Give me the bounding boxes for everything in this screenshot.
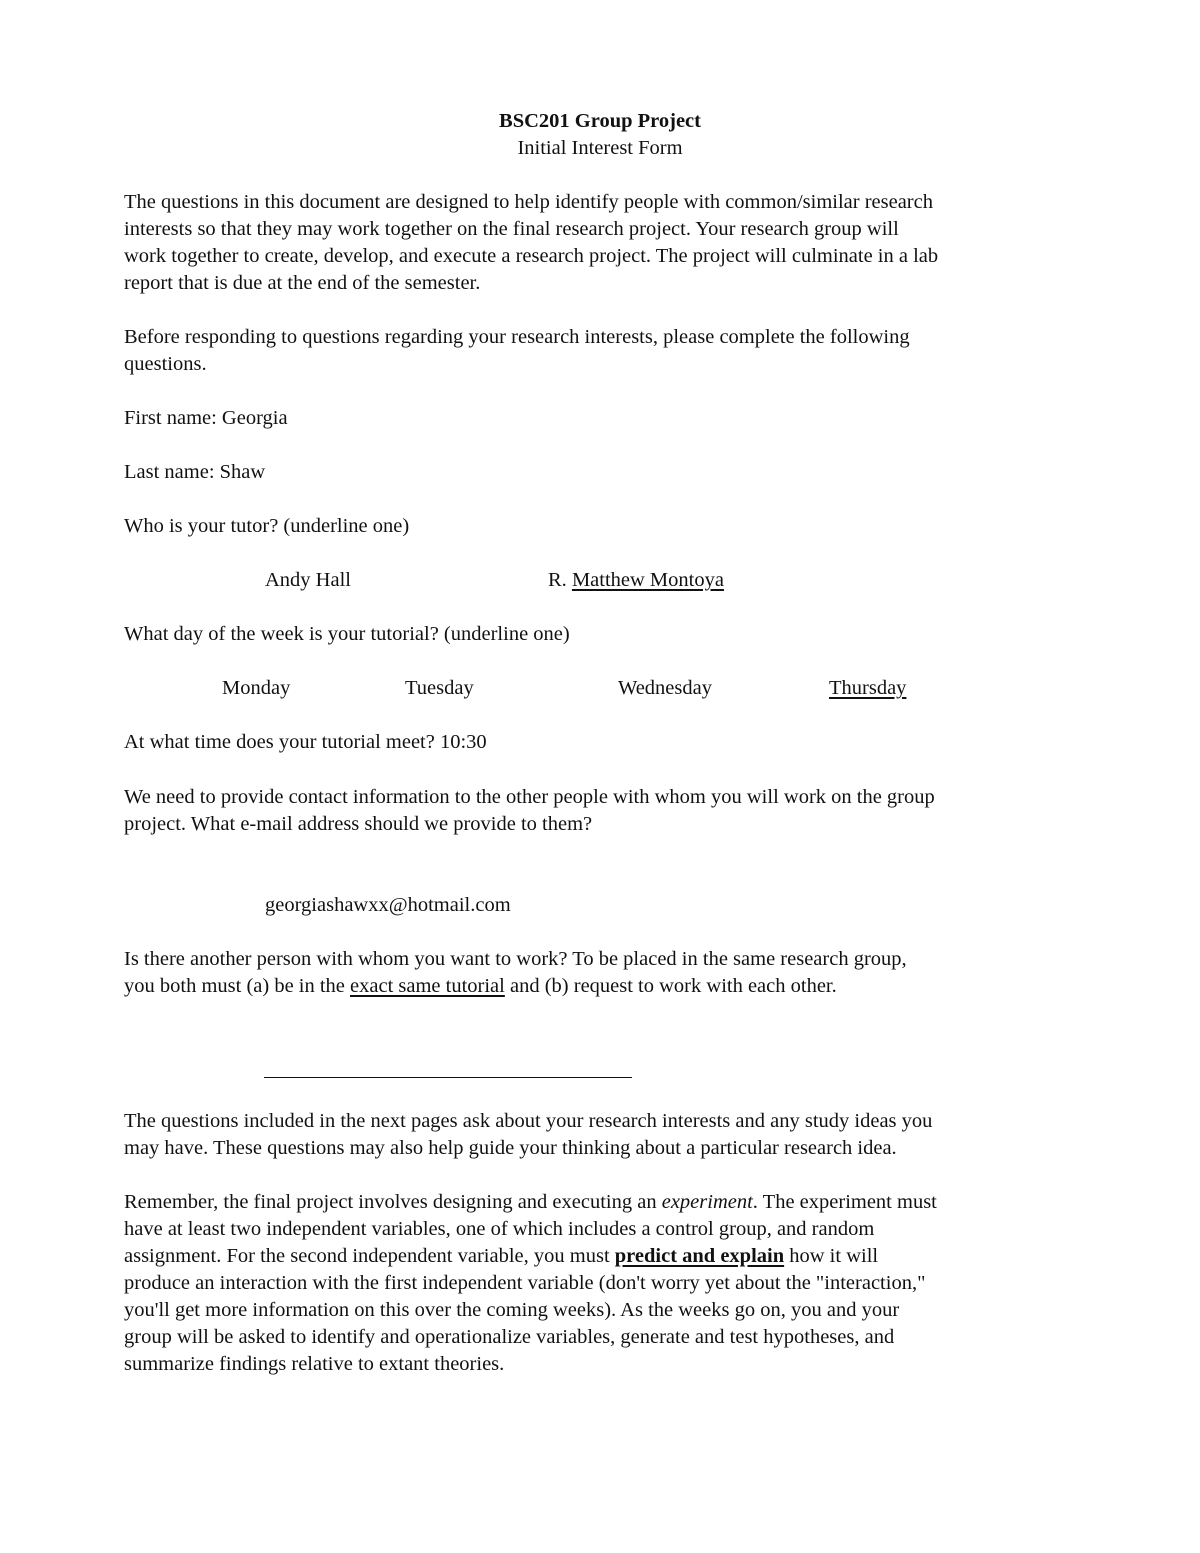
- day-option-tuesday: Tuesday: [405, 677, 474, 699]
- partner-name-blank-line: [264, 1077, 632, 1078]
- remember-line: have at least two independent variables, one of which includes a control group, and random: [124, 1218, 875, 1240]
- intro-line: The questions in this document are designed to help identify people with common/similar research: [124, 191, 933, 213]
- remember-text: assignment. For the second independent variable, you must: [124, 1245, 615, 1267]
- exact-same-tutorial-text: exact same tutorial: [350, 975, 505, 997]
- contact-line: We need to provide contact information to the other people with whom you will work on the group: [124, 786, 935, 808]
- day-option-monday: Monday: [222, 677, 291, 699]
- next-pages-line: The questions included in the next pages ask about your research interests and any study ideas you: [124, 1110, 933, 1132]
- last-name-field: Last name: Shaw: [124, 461, 266, 483]
- partner-line: [124, 973, 837, 1000]
- contact-line: project. What e-mail address should we provide to them?: [124, 813, 593, 835]
- experiment-italic-text: experiment: [661, 1191, 753, 1213]
- email-address: georgiashawxx@hotmail.com: [265, 894, 511, 916]
- document-subtitle: Initial Interest Form: [517, 137, 683, 159]
- remember-line: produce an interaction with the first independent variable (don't worry yet about the "interaction,": [124, 1272, 926, 1294]
- day-option-thursday-selected: Thursday: [829, 677, 907, 699]
- intro-line: work together to create, develop, and execute a research project. The project will culminate in a lab: [124, 245, 939, 267]
- remember-text: . The experiment must: [752, 1191, 937, 1213]
- tutor-option-andy-hall: Andy Hall: [265, 569, 351, 591]
- day-question: What day of the week is your tutorial? (underline one): [124, 623, 570, 645]
- remember-line: group will be asked to identify and operationalize variables, generate and test hypotheses, and: [124, 1326, 895, 1348]
- partner-line: Is there another person with whom you want to work? To be placed in the same research group,: [124, 948, 907, 970]
- tutor-option-montoya: [548, 567, 724, 594]
- first-name-field: First name: Georgia: [124, 407, 288, 429]
- instructions-line: Before responding to questions regarding your research interests, please complete the following: [124, 326, 910, 348]
- intro-line: interests so that they may work together on the final research project. Your research group will: [124, 218, 899, 240]
- partner-text: you both must (a) be in the: [124, 975, 351, 997]
- instructions-line: questions.: [124, 353, 207, 375]
- remember-line: you'll get more information on this over the coming weeks). As the weeks go on, you and your: [124, 1299, 900, 1321]
- day-option-wednesday: Wednesday: [618, 677, 712, 699]
- tutor-selected-name: Matthew Montoya: [571, 569, 724, 591]
- tutor-option-prefix: R.: [548, 569, 572, 591]
- predict-and-explain-text: predict and explain: [614, 1245, 785, 1267]
- remember-line: [124, 1189, 937, 1216]
- tutor-question: Who is your tutor? (underline one): [124, 515, 410, 537]
- tutorial-time-field: At what time does your tutorial meet? 10:30: [124, 731, 487, 753]
- remember-line: [124, 1243, 878, 1270]
- partner-text: and (b) request to work with each other.: [504, 975, 837, 997]
- document-title: BSC201 Group Project: [499, 110, 701, 132]
- next-pages-line: may have. These questions may also help guide your thinking about a particular research idea.: [124, 1137, 897, 1159]
- remember-text: how it will: [784, 1245, 879, 1267]
- remember-line: summarize findings relative to extant theories.: [124, 1353, 505, 1375]
- remember-text: Remember, the final project involves designing and executing an: [124, 1191, 662, 1213]
- intro-line: report that is due at the end of the semester.: [124, 272, 481, 294]
